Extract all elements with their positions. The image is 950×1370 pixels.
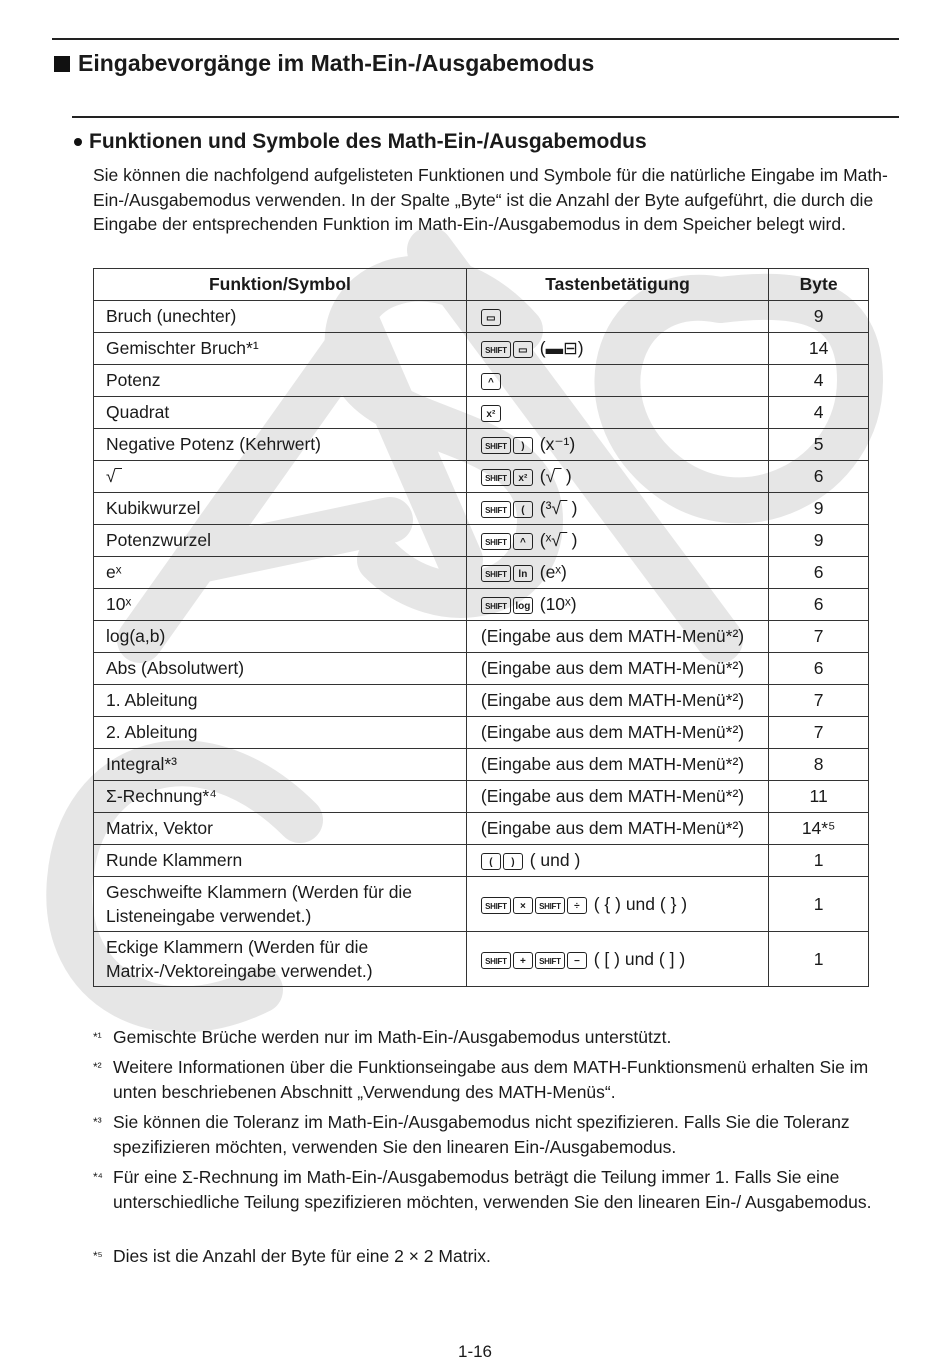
footnote-text: Dies ist die Anzahl der Byte für eine 2 × 2 Matrix. bbox=[113, 1246, 491, 1266]
row-keys-text: (Eingabe aus dem MATH-Menü*²) bbox=[480, 690, 745, 710]
calculator-key-icon: SHIFT bbox=[481, 469, 511, 486]
table-row bbox=[94, 781, 869, 813]
table-row bbox=[94, 365, 869, 397]
subsection-heading-text: Funktionen und Symbole des Math-Ein-/Ausgabemodus bbox=[89, 130, 647, 153]
row-function: 10ˣ bbox=[94, 589, 467, 621]
calculator-key-icon: ) bbox=[503, 853, 523, 870]
row-keys bbox=[466, 845, 768, 877]
row-keys-text: (x⁻¹) bbox=[534, 434, 576, 454]
calculator-key-icon: SHIFT bbox=[535, 952, 565, 969]
row-keys-text: (ˣ√‾ ) bbox=[534, 530, 578, 550]
row-keys-text: (√‾ ) bbox=[534, 466, 572, 486]
row-byte: 8 bbox=[769, 749, 869, 781]
row-keys bbox=[466, 461, 768, 493]
row-byte: 14*⁵ bbox=[769, 813, 869, 845]
calculator-key-icon: ( bbox=[513, 501, 533, 518]
section-heading bbox=[54, 50, 594, 77]
row-function: Matrix, Vektor bbox=[94, 813, 467, 845]
calculator-key-icon: SHIFT bbox=[481, 897, 511, 914]
calculator-key-icon: SHIFT bbox=[481, 501, 511, 518]
row-keys bbox=[466, 397, 768, 429]
row-function: Quadrat bbox=[94, 397, 467, 429]
row-byte: 1 bbox=[769, 845, 869, 877]
section-rule bbox=[72, 116, 899, 118]
row-keys bbox=[466, 717, 768, 749]
table-row bbox=[94, 717, 869, 749]
bullet-icon bbox=[74, 138, 82, 146]
row-keys-text: (Eingabe aus dem MATH-Menü*²) bbox=[480, 818, 745, 838]
row-byte: 4 bbox=[769, 397, 869, 429]
top-rule bbox=[52, 38, 899, 40]
table-row bbox=[94, 333, 869, 365]
row-function: Bruch (unechter) bbox=[94, 301, 467, 333]
header-keys: Tastenbetätigung bbox=[466, 269, 768, 301]
row-keys bbox=[466, 557, 768, 589]
row-function: Eckige Klammern (Werden für die Matrix-/Vektoreingabe verwendet.) bbox=[94, 932, 467, 987]
table-body bbox=[94, 301, 869, 987]
row-function: Σ-Rechnung*⁴ bbox=[94, 781, 467, 813]
row-byte: 7 bbox=[769, 717, 869, 749]
calculator-key-icon: x² bbox=[481, 405, 501, 422]
row-keys bbox=[466, 333, 768, 365]
row-keys bbox=[466, 621, 768, 653]
calculator-key-icon: ^ bbox=[513, 533, 533, 550]
table-row bbox=[94, 877, 869, 932]
calculator-key-icon: SHIFT bbox=[481, 952, 511, 969]
row-keys-text: ( [ ) und ( ] ) bbox=[588, 949, 686, 969]
table-row bbox=[94, 653, 869, 685]
header-byte: Byte bbox=[769, 269, 869, 301]
row-keys-text: ( und ) bbox=[524, 850, 581, 870]
row-function: Potenz bbox=[94, 365, 467, 397]
row-byte: 6 bbox=[769, 557, 869, 589]
calculator-key-icon: x² bbox=[513, 469, 533, 486]
table-row bbox=[94, 589, 869, 621]
row-keys bbox=[466, 877, 768, 932]
subsection-heading bbox=[74, 130, 647, 154]
function-table bbox=[93, 268, 869, 987]
row-function: Runde Klammern bbox=[94, 845, 467, 877]
row-keys bbox=[466, 932, 768, 987]
table-row bbox=[94, 813, 869, 845]
square-bullet-icon bbox=[54, 56, 70, 72]
row-keys-text: (Eingabe aus dem MATH-Menü*²) bbox=[480, 786, 745, 806]
calculator-key-icon: SHIFT bbox=[481, 437, 511, 454]
calculator-key-icon: SHIFT bbox=[481, 533, 511, 550]
footnote-text: Weitere Informationen über die Funktionseingabe aus dem MATH-Funktionsmenü erhalten Sie im unten beschriebenen Abschnitt „Verwendung des MATH-Menüs“. bbox=[113, 1057, 869, 1102]
calculator-key-icon: SHIFT bbox=[481, 341, 511, 358]
row-keys bbox=[466, 685, 768, 717]
section-heading-text: Eingabevorgänge im Math-Ein-/Ausgabemodus bbox=[78, 50, 595, 76]
row-keys bbox=[466, 493, 768, 525]
table-row bbox=[94, 493, 869, 525]
row-keys-text: (10ˣ) bbox=[534, 594, 577, 614]
row-function: log(a,b) bbox=[94, 621, 467, 653]
row-byte: 7 bbox=[769, 685, 869, 717]
table-row bbox=[94, 845, 869, 877]
row-keys bbox=[466, 589, 768, 621]
header-function: Funktion/Symbol bbox=[94, 269, 467, 301]
row-byte: 6 bbox=[769, 461, 869, 493]
calculator-key-icon: ▭ bbox=[513, 341, 533, 358]
table-row bbox=[94, 397, 869, 429]
table-row bbox=[94, 525, 869, 557]
row-byte: 14 bbox=[769, 333, 869, 365]
row-function: Integral*³ bbox=[94, 749, 467, 781]
row-keys bbox=[466, 301, 768, 333]
footnote bbox=[93, 1165, 903, 1214]
footnote-text: Für eine Σ-Rechnung im Math-Ein-/Ausgabemodus beträgt die Teilung immer 1. Falls Sie eine unterschiedliche Teilung spezifizieren möchten, verwenden Sie den linearen Ein-/ Ausgabemodus. bbox=[113, 1167, 872, 1212]
row-byte: 9 bbox=[769, 301, 869, 333]
row-keys-text: (³√‾ ) bbox=[534, 498, 578, 518]
row-byte: 9 bbox=[769, 525, 869, 557]
table-row bbox=[94, 621, 869, 653]
row-byte: 6 bbox=[769, 589, 869, 621]
row-function: eˣ bbox=[94, 557, 467, 589]
calculator-key-icon: ) bbox=[513, 437, 533, 454]
table-row bbox=[94, 685, 869, 717]
table-row bbox=[94, 429, 869, 461]
row-function: 1. Ableitung bbox=[94, 685, 467, 717]
row-keys-text: (Eingabe aus dem MATH-Menü*²) bbox=[480, 626, 745, 646]
calculator-key-icon: ÷ bbox=[567, 897, 587, 914]
table-row bbox=[94, 932, 869, 987]
row-keys bbox=[466, 525, 768, 557]
row-keys bbox=[466, 813, 768, 845]
row-keys bbox=[466, 429, 768, 461]
calculator-key-icon: log bbox=[513, 597, 533, 614]
footnote-mark: *⁵ bbox=[93, 1249, 103, 1263]
row-byte: 11 bbox=[769, 781, 869, 813]
row-keys-text: (Eingabe aus dem MATH-Menü*²) bbox=[480, 754, 745, 774]
footnote-text: Gemischte Brüche werden nur im Math-Ein-/Ausgabemodus unterstützt. bbox=[113, 1027, 672, 1047]
row-byte: 4 bbox=[769, 365, 869, 397]
calculator-key-icon: SHIFT bbox=[535, 897, 565, 914]
calculator-key-icon: × bbox=[513, 897, 533, 914]
row-keys bbox=[466, 749, 768, 781]
footnote-mark: *⁴ bbox=[93, 1170, 103, 1184]
row-function: √‾ bbox=[94, 461, 467, 493]
row-byte: 7 bbox=[769, 621, 869, 653]
footnote-mark: *² bbox=[93, 1060, 102, 1074]
calculator-key-icon: SHIFT bbox=[481, 597, 511, 614]
row-function: Geschweifte Klammern (Werden für die Listeneingabe verwendet.) bbox=[94, 877, 467, 932]
row-byte: 1 bbox=[769, 877, 869, 932]
table-row bbox=[94, 301, 869, 333]
row-function: Kubikwurzel bbox=[94, 493, 467, 525]
table-header-row bbox=[94, 269, 869, 301]
row-function: 2. Ableitung bbox=[94, 717, 467, 749]
row-keys-text: (▬⊟) bbox=[534, 338, 584, 358]
footnote-mark: *¹ bbox=[93, 1030, 102, 1044]
table-row bbox=[94, 557, 869, 589]
footnote bbox=[93, 1025, 903, 1050]
row-keys-text: ( { ) und ( } ) bbox=[588, 894, 688, 914]
row-function: Negative Potenz (Kehrwert) bbox=[94, 429, 467, 461]
row-keys-text: (Eingabe aus dem MATH-Menü*²) bbox=[480, 722, 745, 742]
footnote bbox=[93, 1055, 903, 1104]
footnote-mark: *³ bbox=[93, 1115, 102, 1129]
page-number: 1-16 bbox=[457, 1342, 493, 1361]
footnote bbox=[93, 1244, 903, 1269]
intro-paragraph: Sie können die nachfolgend aufgelisteten Funktionen und Symbole für die natürliche Eingabe im Math-Ein-/Ausgabemodus verwenden. In der Spalte „Byte“ ist die Anzahl der Byte aufgeführt, die durch die Eingabe der entsprechenden Funktion im Math-Ein-/Ausgabemodus in dem Speicher belegt wird. bbox=[93, 165, 888, 234]
row-keys-text: (eˣ) bbox=[534, 562, 567, 582]
row-keys bbox=[466, 781, 768, 813]
row-keys-text: (Eingabe aus dem MATH-Menü*²) bbox=[480, 658, 745, 678]
calculator-key-icon: ln bbox=[513, 565, 533, 582]
calculator-key-icon: ^ bbox=[481, 373, 501, 390]
row-byte: 5 bbox=[769, 429, 869, 461]
row-byte: 9 bbox=[769, 493, 869, 525]
footnote-text: Sie können die Toleranz im Math-Ein-/Ausgabemodus nicht spezifizieren. Falls Sie die Toleranz spezifizieren möchten, verwenden Sie den linearen Ein-/Ausgabemodus. bbox=[113, 1112, 850, 1157]
row-keys bbox=[466, 365, 768, 397]
row-function: Gemischter Bruch*¹ bbox=[94, 333, 467, 365]
table-row bbox=[94, 749, 869, 781]
footnote bbox=[93, 1110, 903, 1159]
row-byte: 6 bbox=[769, 653, 869, 685]
calculator-key-icon: SHIFT bbox=[481, 565, 511, 582]
row-function: Potenzwurzel bbox=[94, 525, 467, 557]
table-row bbox=[94, 461, 869, 493]
row-keys bbox=[466, 653, 768, 685]
calculator-key-icon: ▭ bbox=[481, 309, 501, 326]
calculator-key-icon: − bbox=[567, 952, 587, 969]
calculator-key-icon: ( bbox=[481, 853, 501, 870]
calculator-key-icon: + bbox=[513, 952, 533, 969]
row-function: Abs (Absolutwert) bbox=[94, 653, 467, 685]
row-byte: 1 bbox=[769, 932, 869, 987]
